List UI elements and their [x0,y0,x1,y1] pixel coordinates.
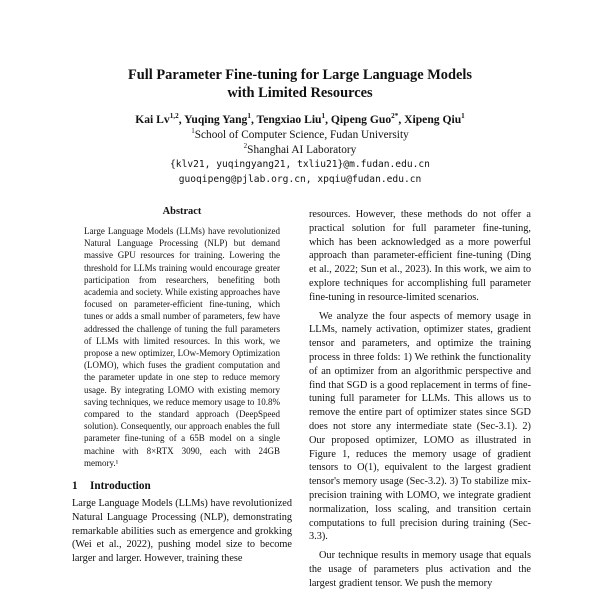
affiliation-name: School of Computer Science, Fudan University [194,129,409,141]
author-name: Xipeng Qiu [404,113,462,126]
abstract-body: Large Language Models (LLMs) have revolutionized Natural Language Processing (NLP) but demand massive GPU resources for training. Lowering the threshold for LLMs training would encourage greater participation from researchers, benefiting both academia and society. While existing approaches have focused on parameter-efficient fine-tuning, which tunes or adds a small number of parameters, few have addressed the challenge of tuning the full parameters of LLMs with limited resources. In this work, we propose a new optimizer, LOw-Memory Optimization (LOMO), which fuses the gradient computation and the parameter update in one step to reduce memory usage. By integrating LOMO with existing memory saving techniques, we reduce memory usage to 10.8% compared to the standard approach (DeepSpeed solution). Consequently, our approach enables the full parameter fine-tuning of a 65B model on a single machine with 8×RTX 3090, each with 24GB memory.¹ [84,226,280,468]
section-number: 1 [72,480,78,493]
section-heading [72,479,292,493]
body-paragraph: Our technique results in memory usage that equals the usage of parameters plus activation and the largest gradient tensor. We push the memory [309,550,531,589]
title-line-2: with Limited Resources [227,85,373,101]
author-name: Yuqing Yang [184,113,248,126]
author-sup: 1 [321,112,326,121]
email-line-1: {klv21, yuqingyang21, txliu21}@m.fudan.edu.cn [170,159,430,170]
author-sup: 1 [247,112,251,121]
body-paragraph: We analyze the four aspects of memory usage in LLMs, namely activation, optimizer states, gradient tensor and parameters, and optimize the training process in three folds: 1) We rethink the functionality of an optimizer from an algorithmic perspective and find that SGD is a good replacement in terms of fine-tuning full parameter for LLMs. This allows us to remove the entire part of optimizer states since SGD does not store any intermediate state (Sec-3.1). 2) Our proposed optimizer, LOMO as illustrated in Figure 1, reduces the memory usage of gradient tensors to O(1), equivalent to the largest gradient tensor's memory usage (Sec-3.2). 3) To stabilize mix-precision training with LOMO, we integrate gradient normalization, loss scaling, and transition certain computations to full precision during training (Sec-3.3). [309,310,531,543]
affiliation-1 [0,128,600,142]
author-name: Kai Lv [135,113,170,126]
intro-paragraph: Large Language Models (LLMs) have revolutionized Natural Language Processing (NLP), demonstrating remarkable abilities such as emergence and grokking (Wei et al., 2022), pushing model size to become larger and larger. However, training these [72,498,292,565]
author-sup: 2* [391,112,399,121]
author-list: Kai Lv$^{1,2}$, Yuqing Yang$^1$, Tengxiao Liu$^1$, Qipeng Guo$^{2*}$, Xipeng Qiu$^1$ [135,112,465,126]
title-line-1: Full Parameter Fine-tuning for Large Language Models [127,67,472,83]
abstract-heading: Abstract [162,206,202,217]
left-column [72,205,292,566]
affiliation-sup: 2 [243,142,248,151]
section-title: Introduction [90,480,151,493]
author-name: Tengxiao Liu [256,113,322,126]
email-line-2: guoqipeng@pjlab.org.cn, xpqiu@fudan.edu.cn [178,174,422,185]
author-sup: 1 [461,112,465,121]
right-column [309,208,531,591]
affiliation-2 [0,143,600,157]
author-sup: 1,2 [169,112,179,121]
paper-title [0,66,600,102]
affiliation-sup: 1 [191,127,195,136]
body-paragraph: resources. However, these methods do not offer a practical solution for full parameter fine-tuning, which has been acknowledged as a more powerful approach than parameter-efficient fine-tuning (Ding et al., 2022; Sun et al., 2023). In this work, we aim to explore techniques for accomplishing full parameter fine-tuning in resource-limited scenarios. [309,209,531,303]
author-name: Qipeng Guo [330,113,392,126]
affiliation-name: Shanghai AI Laboratory [247,144,357,156]
